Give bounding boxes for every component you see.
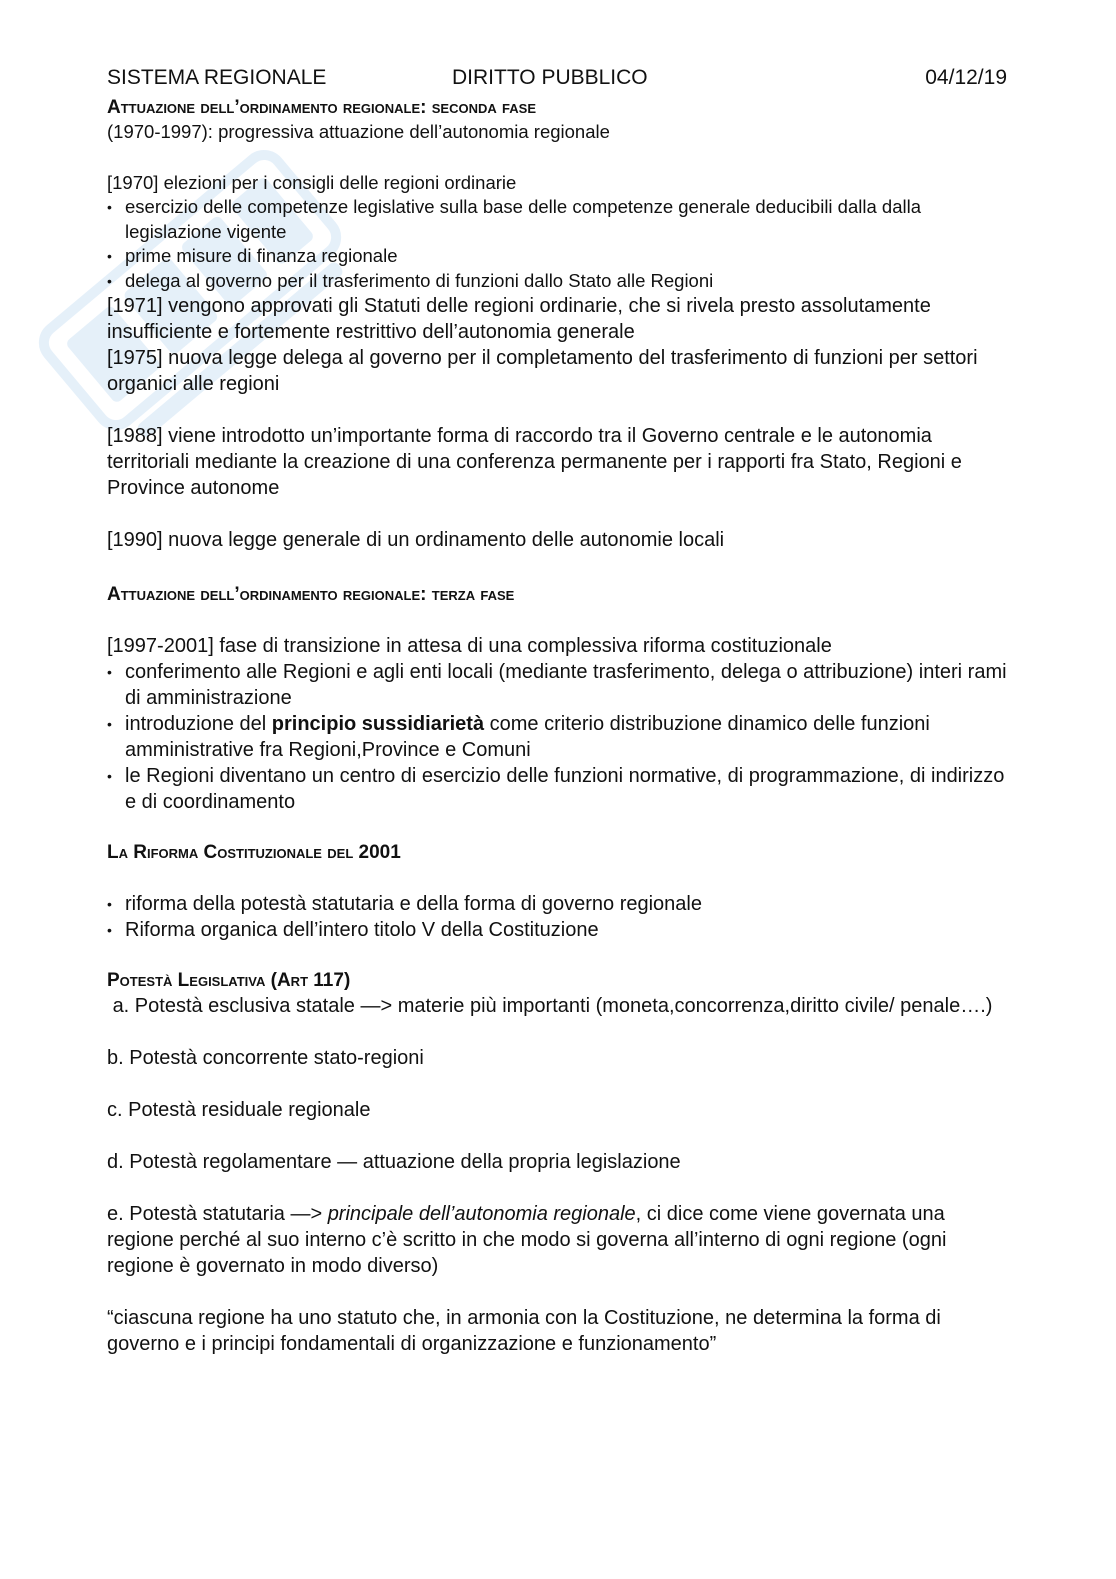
paragraph-1971: [1971] vengono approvati gli Statuti delle regioni ordinarie, che si rivela presto assolutamente insufficiente e fortemente restrittivo dell’autonomia generale <box>107 295 931 343</box>
italic-term: principale dell’autonomia regionale <box>327 1203 636 1225</box>
item-c: c. Potestà residuale regionale <box>107 1099 371 1121</box>
paragraph-1988: [1988] viene introdotto un’importante forma di raccordo tra il Governo centrale e le autonomia territoriali mediante la creazione di una conferenza permanente per i rapporti fra Stato, Regioni e Province autonome <box>107 425 962 499</box>
header-topic: SISTEMA REGIONALE <box>107 66 327 89</box>
section-title-terza-fase: Attuazione dell’ordinamento regionale: terza fase <box>107 584 515 605</box>
bullet-list-terza-fase <box>107 659 1007 815</box>
section-title-seconda-fase: Attuazione dell’ordinamento regionale: seconda fase <box>107 97 536 118</box>
bullet-list-1970 <box>107 195 1007 293</box>
item-a: a. Potestà esclusiva statale —> materie più importanti (moneta,concorrenza,diritto civile/ penale….) <box>107 995 993 1017</box>
section-subtitle: (1970-1997): progressiva attuazione dell’autonomia regionale <box>107 121 610 142</box>
section-title-potesta-legislativa: Potestà Legislativa (Art 117) <box>107 970 351 991</box>
paragraph-1975: [1975] nuova legge delega al governo per il completamento del trasferimento di funzioni per settori organici alle regioni <box>107 347 978 395</box>
header-date: 04/12/19 <box>925 66 1007 89</box>
bullet-list-riforma <box>107 891 1007 943</box>
paragraph-1997-2001: [1997-2001] fase di transizione in attesa di una complessiva riforma costituzionale <box>107 635 832 657</box>
document-page <box>107 66 1007 1357</box>
item-d: d. Potestà regolamentare — attuazione della propria legislazione <box>107 1151 681 1173</box>
list-item: • Riforma organica dell’intero titolo V della Costituzione <box>107 917 1007 943</box>
list-item: • esercizio delle competenze legislative sulla base delle competenze generale deducibili dalla dalla legislazione vigente <box>107 195 1007 244</box>
text-run: come criterio distribuzione dinamico delle funzioni amministrative fra Regioni,Province e Comuni <box>125 713 930 761</box>
list-item: • conferimento alle Regioni e agli enti locali (mediante trasferimento, delega o attribuzione) interi rami di amministrazione <box>107 659 1007 711</box>
list-item: • delega al governo per il trasferimento di funzioni dallo Stato alle Regioni <box>107 269 1007 294</box>
paragraph-1990: [1990] nuova legge generale di un ordinamento delle autonomie locali <box>107 529 725 551</box>
text-run: , ci dice come viene governata una regione perché al suo interno c’è scritto in che modo si governa all’interno di ogni regione (ogni regione è governato in modo diverso) <box>107 1203 947 1277</box>
paragraph-1970: [1970] elezioni per i consigli delle regioni ordinarie <box>107 171 517 193</box>
section-title-riforma-2001: La Riforma Costituzionale del 2001 <box>107 842 401 863</box>
bold-term: principio sussidiarietà <box>271 713 485 735</box>
list-item: • prime misure di finanza regionale <box>107 244 1007 269</box>
header-subject: DIRITTO PUBBLICO <box>452 66 648 89</box>
list-item: • riforma della potestà statutaria e della forma di governo regionale <box>107 891 1007 917</box>
quote-statuto: “ciascuna regione ha uno statuto che, in armonia con la Costituzione, ne determina la forma di governo e i principi fondamentali di organizzazione e funzionamento” <box>107 1307 941 1355</box>
list-item <box>107 711 1007 763</box>
text-run: e. Potestà statutaria —> <box>107 1203 328 1225</box>
item-e <box>107 1201 1007 1279</box>
page-header <box>107 66 1007 96</box>
item-b: b. Potestà concorrente stato-regioni <box>107 1047 424 1069</box>
text-run: introduzione del <box>125 713 272 735</box>
list-item: • le Regioni diventano un centro di esercizio delle funzioni normative, di programmazione, di indirizzo e di coordinamento <box>107 763 1007 815</box>
